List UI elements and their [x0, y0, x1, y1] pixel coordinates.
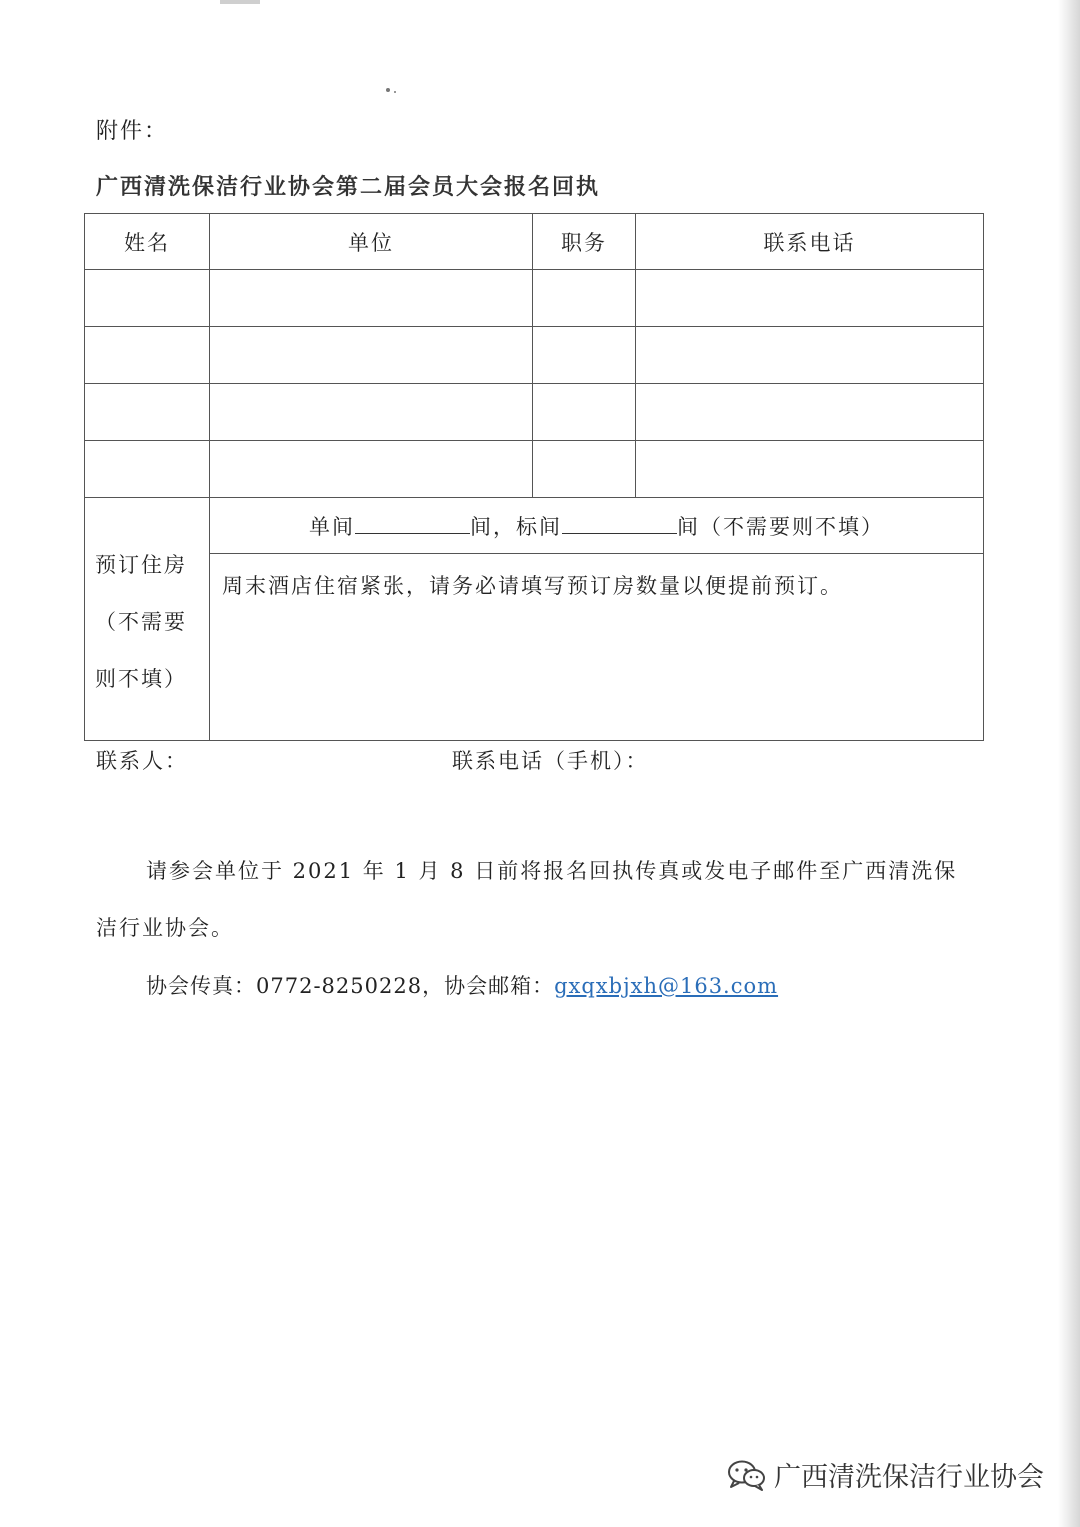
page-top-mark [220, 0, 260, 4]
booking-label-line: 则不填） [95, 666, 187, 691]
name-cell[interactable] [85, 441, 210, 498]
phone-cell[interactable] [636, 327, 984, 384]
scan-speck [394, 91, 396, 93]
contact-person-label: 联系人： [96, 749, 188, 773]
phone-cell[interactable] [636, 441, 984, 498]
column-header-position: 职务 [533, 214, 636, 270]
single-room-label: 单间 [309, 514, 355, 539]
watermark-text: 广西清洗保洁行业协会 [774, 1462, 1044, 1493]
column-header-phone: 联系电话 [636, 214, 984, 270]
fax-info: 协会传真：0772-8250228，协会邮箱： [146, 974, 555, 998]
instruction-paragraph: 请参会单位于 2021 年 1 月 8 日前将报名回执传真或发电子邮件至广西清洗保洁行业协会。 [96, 859, 958, 940]
wechat-watermark [726, 1455, 1044, 1494]
column-header-unit: 单位 [210, 214, 533, 270]
column-header-name: 姓名 [85, 214, 210, 270]
booking-notice: 周末酒店住宿紧张，请务必请填写预订房数量以便提前预订。 [210, 554, 984, 741]
position-cell[interactable] [533, 384, 636, 441]
unit-cell[interactable] [210, 384, 533, 441]
phone-cell[interactable] [636, 384, 984, 441]
unit-cell[interactable] [210, 441, 533, 498]
room-booking-label [85, 498, 210, 741]
email-link[interactable]: gxqxbjxh@163.com [554, 974, 779, 998]
fax-email-line [146, 970, 778, 1000]
booking-notice-row [85, 554, 984, 741]
unit-cell[interactable] [210, 327, 533, 384]
table-row [85, 270, 984, 327]
standard-room-label: 间，标间 [470, 514, 562, 539]
registration-table [84, 213, 984, 741]
table-header-row [85, 214, 984, 270]
name-cell[interactable] [85, 270, 210, 327]
position-cell[interactable] [533, 327, 636, 384]
single-room-count-field[interactable] [355, 515, 470, 534]
unit-cell[interactable] [210, 270, 533, 327]
booking-label-line: （不需要 [95, 609, 187, 634]
table-row [85, 327, 984, 384]
document-title: 广西清洗保洁行业协会第二届会员大会报名回执 [96, 174, 601, 200]
position-cell[interactable] [533, 270, 636, 327]
wechat-icon [726, 1458, 768, 1492]
contact-phone-label: 联系电话（手机）： [452, 749, 649, 773]
scan-speck [386, 88, 390, 92]
phone-cell[interactable] [636, 270, 984, 327]
name-cell[interactable] [85, 327, 210, 384]
standard-room-count-field[interactable] [562, 515, 677, 534]
table-row [85, 384, 984, 441]
booking-label-line: 预订住房 [95, 552, 187, 577]
position-cell[interactable] [533, 441, 636, 498]
table-row [85, 441, 984, 498]
attachment-label: 附件： [96, 119, 169, 144]
room-count-cell [210, 498, 984, 554]
room-booking-row [85, 498, 984, 554]
name-cell[interactable] [85, 384, 210, 441]
room-optional-note: 间（不需要则不填） [677, 514, 884, 539]
page-edge-shadow [1058, 0, 1080, 1527]
